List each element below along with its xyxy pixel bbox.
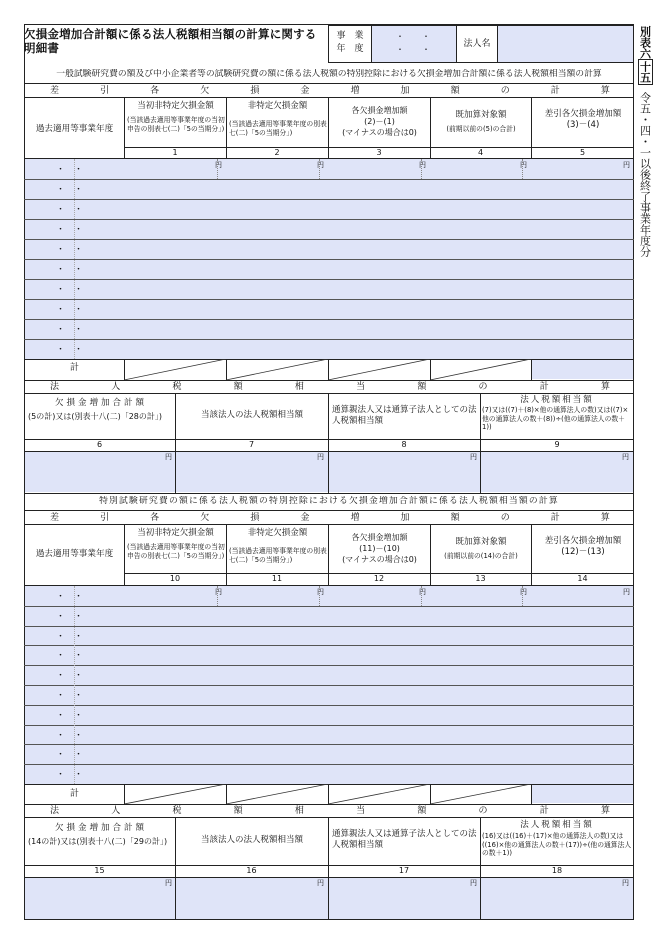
s2-tax-band: 法 人 税 額 相 当 額 の 計 算 [50, 806, 610, 816]
s1-col3-title: 各欠損金増加額 (2)－(1) (マイナスの場合は0) [342, 106, 417, 137]
section2-band: 差 引 各 欠 損 金 増 加 額 の 計 算 [50, 513, 610, 523]
tax-num-8: 8 [401, 440, 407, 449]
s1-row-yen-unit: 円 [317, 161, 324, 169]
s2-col11-sub: (当該過去適用等事業年度の別表七(二)「5の当期分」) [229, 547, 327, 564]
s1-num-1: 1 [172, 148, 178, 157]
s1-total-label: 計 [69, 363, 79, 373]
s2-row-yen-unit: 円 [419, 588, 426, 596]
c16-title: 当該法人の法人税額相当額 [200, 835, 303, 845]
tax-num-15: 15 [94, 866, 105, 875]
s2-total-label: 計 [69, 789, 79, 799]
s1-col2-title: 非特定欠損金額 [247, 101, 308, 111]
c15-title: 欠損金増加合計額 [54, 823, 147, 833]
tax-num-18: 18 [551, 866, 563, 875]
s1-row-year-dots: ・ ・ [56, 345, 84, 355]
c18-title: 法人税額相当額 [520, 820, 594, 830]
section2-heading: 特別試験研究費の額に係る法人税額の特別控除における欠損金増加合計額に係る法人税額相当額の計算 [99, 496, 559, 506]
s1-row-year-dots: ・ ・ [56, 205, 84, 215]
yen-8: 円 [470, 453, 477, 461]
s2-row-year-dots: ・ ・ [56, 750, 84, 761]
c9-title: 法人税額相当額 [520, 395, 594, 405]
c7-title: 当該法人の法人税額相当額 [200, 410, 303, 420]
s2-row-year-dots: ・ ・ [56, 691, 84, 701]
yen-18: 円 [622, 879, 629, 887]
date-dot-1: ・ ・ [396, 32, 404, 54]
yen-9: 円 [622, 453, 629, 461]
c6-sub: (5の計)又は(別表十八(二)「28の計」) [28, 412, 162, 421]
s2-row-year-dots: ・ ・ [56, 770, 84, 781]
s1-row-yen-unit: 円 [520, 161, 527, 169]
s1-row-yen-unit: 円 [419, 161, 426, 169]
tax-num-7: 7 [248, 440, 255, 449]
yen-7: 円 [317, 453, 324, 461]
s1-col1-sub: (当該過去適用等事業年度の当初申告の別表七(二)「5の当期分」) [127, 116, 225, 133]
s2-row-year-dots: ・ ・ [56, 592, 84, 602]
s1-row-year-dots: ・ ・ [56, 325, 84, 335]
s1-col4-sub: (前期以前の(5)の合計) [446, 125, 516, 133]
s2-col13-title: 既加算対象額 [455, 537, 507, 547]
s1-row-year-dots: ・ ・ [56, 305, 84, 315]
s2-num-13: 13 [475, 574, 486, 583]
s2-col10-sub: (当該過去適用等事業年度の当初申告の別表七(二)「5の当期分」) [127, 543, 225, 560]
tax-num-16: 16 [246, 866, 257, 875]
corporation-name-label: 法人名 [463, 39, 491, 49]
form-number-side [636, 26, 654, 257]
s2-total-slashes [124, 784, 531, 804]
c18-sub: (16)又は((16)＋(17)×他の通算法人の数)又は((16)×他の通算法人の数＋(17))÷(他の通算法人の数＋1)) [482, 832, 632, 857]
s1-row-year-dots: ・ ・ [56, 225, 84, 235]
fiscal-year-label: 事 業 年 度 [336, 31, 364, 54]
s2-num-11: 11 [271, 574, 283, 583]
c15-sub: (14の計)又は(別表十八(二)「29の計」) [28, 837, 168, 846]
s1-row-year-dots: ・ ・ [56, 165, 84, 175]
s1-tax-band: 法 人 税 額 相 当 額 の 計 算 [50, 382, 610, 392]
s2-num-14: 14 [577, 574, 588, 583]
form-number-box: 十五 [638, 61, 652, 83]
s1-col2-sub: (当該過去適用等事業年度の別表七(二)「5の当期分」) [229, 120, 327, 137]
yen-16: 円 [317, 879, 324, 887]
s1-col-past-year: 過去適用等事業年度 [35, 124, 114, 134]
s2-col11-title: 非特定欠損金額 [247, 528, 308, 538]
s2-col12-title: 各欠損金増加額 (11)－(10) (マイナスの場合は0) [342, 533, 417, 564]
s1-num-3: 3 [376, 148, 382, 157]
c6-title: 欠損金増加合計額 [54, 398, 147, 408]
s2-row-yen-unit: 円 [623, 588, 630, 596]
s2-num-12: 12 [373, 574, 385, 583]
yen-15: 円 [165, 879, 172, 887]
s1-num-4: 4 [477, 148, 484, 157]
s2-row-yen-unit: 円 [520, 588, 527, 596]
s1-col5-title: 差引各欠損金増加額 (3)－(4) [544, 109, 622, 130]
s1-row-year-dots: ・ ・ [56, 185, 84, 195]
s2-col10-title: 当初非特定欠損金額 [137, 528, 214, 538]
yen-17: 円 [470, 879, 477, 887]
s2-row-year-dots: ・ ・ [56, 671, 84, 682]
s2-col14-title: 差引各欠損金増加額 (12)－(13) [544, 536, 622, 557]
date-dot-2: ・ ・ [422, 32, 430, 54]
yen-6: 円 [165, 453, 172, 461]
s1-col1-title: 当初非特定欠損金額 [137, 101, 214, 111]
s1-col4-title: 既加算対象額 [455, 110, 507, 120]
s1-row-year-dots: ・ ・ [56, 285, 84, 295]
c8-title: 通算親法人又は通算子法人としての法人税額相当額 [332, 405, 477, 426]
tax-num-17: 17 [398, 866, 410, 875]
s2-row-year-dots: ・ ・ [56, 651, 84, 662]
tax-num-6: 6 [96, 440, 103, 449]
c9-sub: (7)又は((7)＋(8)×他の通算法人の数)又は((7)×他の通算法人の数＋(8))÷(他の通算法人の数＋1)) [482, 406, 629, 431]
s1-total-5[interactable] [532, 360, 633, 379]
form-number-top: 別表六 [638, 26, 652, 59]
s1-row-yen-unit: 円 [623, 161, 630, 169]
s2-total-14[interactable] [532, 785, 633, 803]
s1-row-year-dots: ・ ・ [56, 245, 84, 255]
section1-band: 差 引 各 欠 損 金 増 加 額 の 計 算 [50, 86, 610, 96]
s2-col-past-year: 過去適用等事業年度 [35, 549, 114, 559]
s2-row-year-dots: ・ ・ [56, 631, 84, 642]
s2-row-yen-unit: 円 [317, 588, 324, 596]
era-note: 令五・四・一以後終了事業年度分 [638, 92, 652, 257]
c17-title: 通算親法人又は通算子法人としての法人税額相当額 [332, 829, 477, 850]
s2-row-year-dots: ・ ・ [56, 710, 84, 721]
tax-num-9: 9 [554, 440, 560, 449]
s2-row-year-dots: ・ ・ [56, 611, 84, 622]
section1-heading: 一般試験研究費の額及び中小企業者等の試験研究費の額に係る法人税額の特別控除における欠損金増加合計額に係る法人税額相当額の計算 [56, 69, 602, 79]
s1-num-5: 5 [579, 148, 586, 157]
form-title: 欠損金増加合計額に係る法人税額相当額の計算に関する明細書 [24, 27, 317, 55]
s1-num-2: 2 [274, 148, 280, 157]
s2-row-yen-unit: 円 [215, 588, 222, 596]
s1-row-year-dots: ・ ・ [56, 265, 84, 275]
s2-col13-sub: (前期以前の(14)の合計) [444, 552, 518, 560]
s2-num-10: 10 [169, 574, 181, 583]
s1-row-yen-unit: 円 [215, 161, 222, 169]
s2-row-year-dots: ・ ・ [56, 730, 84, 741]
s1-total-slashes [124, 359, 531, 380]
